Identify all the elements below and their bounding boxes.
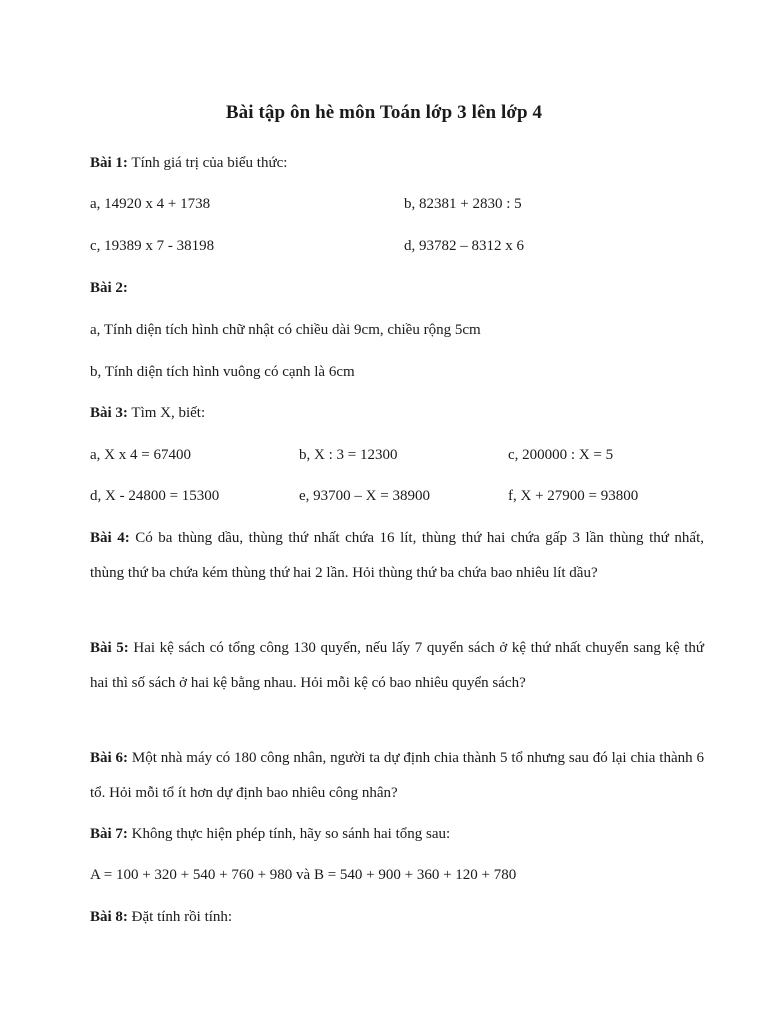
exercise-1-item-d: d, 93782 – 8312 x 6: [404, 238, 524, 254]
exercise-3-item-e: e, 93700 – X = 38900: [299, 488, 430, 504]
exercise-3-item-d: d, X - 24800 = 15300: [90, 488, 220, 504]
exercise-6: [90, 741, 704, 811]
exercise-7-heading: [90, 824, 450, 844]
exercise-1-label: Bài 1:: [90, 155, 128, 171]
exercise-5-text: Hai kệ sách có tổng công 130 quyển, nếu lấy 7 quyển sách ở kệ thứ nhất chuyển sang kệ thứ hai thì số sách ở hai kệ bằng nhau. Hỏi mỗi kệ có bao nhiêu quyển sách?: [90, 640, 704, 691]
exercise-1-item-b: b, 82381 + 2830 : 5: [404, 196, 522, 212]
exercise-1-item-a: a, 14920 x 4 + 1738: [90, 196, 211, 212]
exercise-2-item-a: a, Tính diện tích hình chữ nhật có chiều dài 9cm, chiều rộng 5cm: [90, 322, 481, 338]
exercise-8-label: Bài 8:: [90, 909, 128, 925]
exercise-3-item-f: f, X + 27900 = 93800: [508, 488, 639, 504]
exercise-5: [90, 631, 704, 701]
exercise-3-item-c: c, 200000 : X = 5: [508, 447, 614, 463]
exercise-3-label: Bài 3:: [90, 405, 128, 421]
exercise-2-label: Bài 2:: [90, 280, 128, 296]
exercise-4-label: Bài 4:: [90, 530, 130, 546]
exercise-3-heading: [90, 403, 205, 423]
document-title: Bài tập ôn hè môn Toán lớp 3 lên lớp 4: [225, 102, 543, 123]
exercise-7-expression: A = 100 + 320 + 540 + 760 + 980 và B = 540 + 900 + 360 + 120 + 780: [90, 867, 517, 883]
exercise-7-prompt: Không thực hiện phép tính, hãy so sánh hai tổng sau:: [127, 826, 451, 842]
exercise-5-label: Bài 5:: [90, 640, 129, 656]
exercise-7-label: Bài 7:: [90, 826, 128, 842]
exercise-4-text: Có ba thùng dầu, thùng thứ nhất chứa 16 lít, thùng thứ hai chứa gấp 3 lần thùng thứ nhất, thùng thứ ba chứa kém thùng thứ hai 2 lần. Hỏi thùng thứ ba chứa bao nhiêu lít dầu?: [90, 530, 705, 581]
exercise-2-item-b: b, Tính diện tích hình vuông có cạnh là 6cm: [90, 364, 355, 380]
exercise-3-prompt: Tìm X, biết:: [127, 405, 206, 421]
exercise-3-item-b: b, X : 3 = 12300: [299, 447, 398, 463]
exercise-8-prompt: Đặt tính rồi tính:: [127, 909, 233, 925]
exercise-6-text: Một nhà máy có 180 công nhân, người ta dự định chia thành 5 tổ nhưng sau đó lại chia thành 6 tổ. Hỏi mỗi tổ ít hơn dự định bao nhiêu công nhân?: [90, 750, 704, 801]
exercise-1-prompt: Tính giá trị của biểu thức:: [127, 155, 288, 171]
exercise-1-item-c: c, 19389 x 7 - 38198: [90, 238, 215, 254]
exercise-6-label: Bài 6:: [90, 750, 129, 766]
exercise-4: [90, 521, 704, 591]
exercise-2-heading: [90, 278, 128, 298]
exercise-3-item-a: a, X x 4 = 67400: [90, 447, 191, 463]
exercise-8-heading: [90, 907, 232, 927]
exercise-1-heading: [90, 153, 287, 173]
